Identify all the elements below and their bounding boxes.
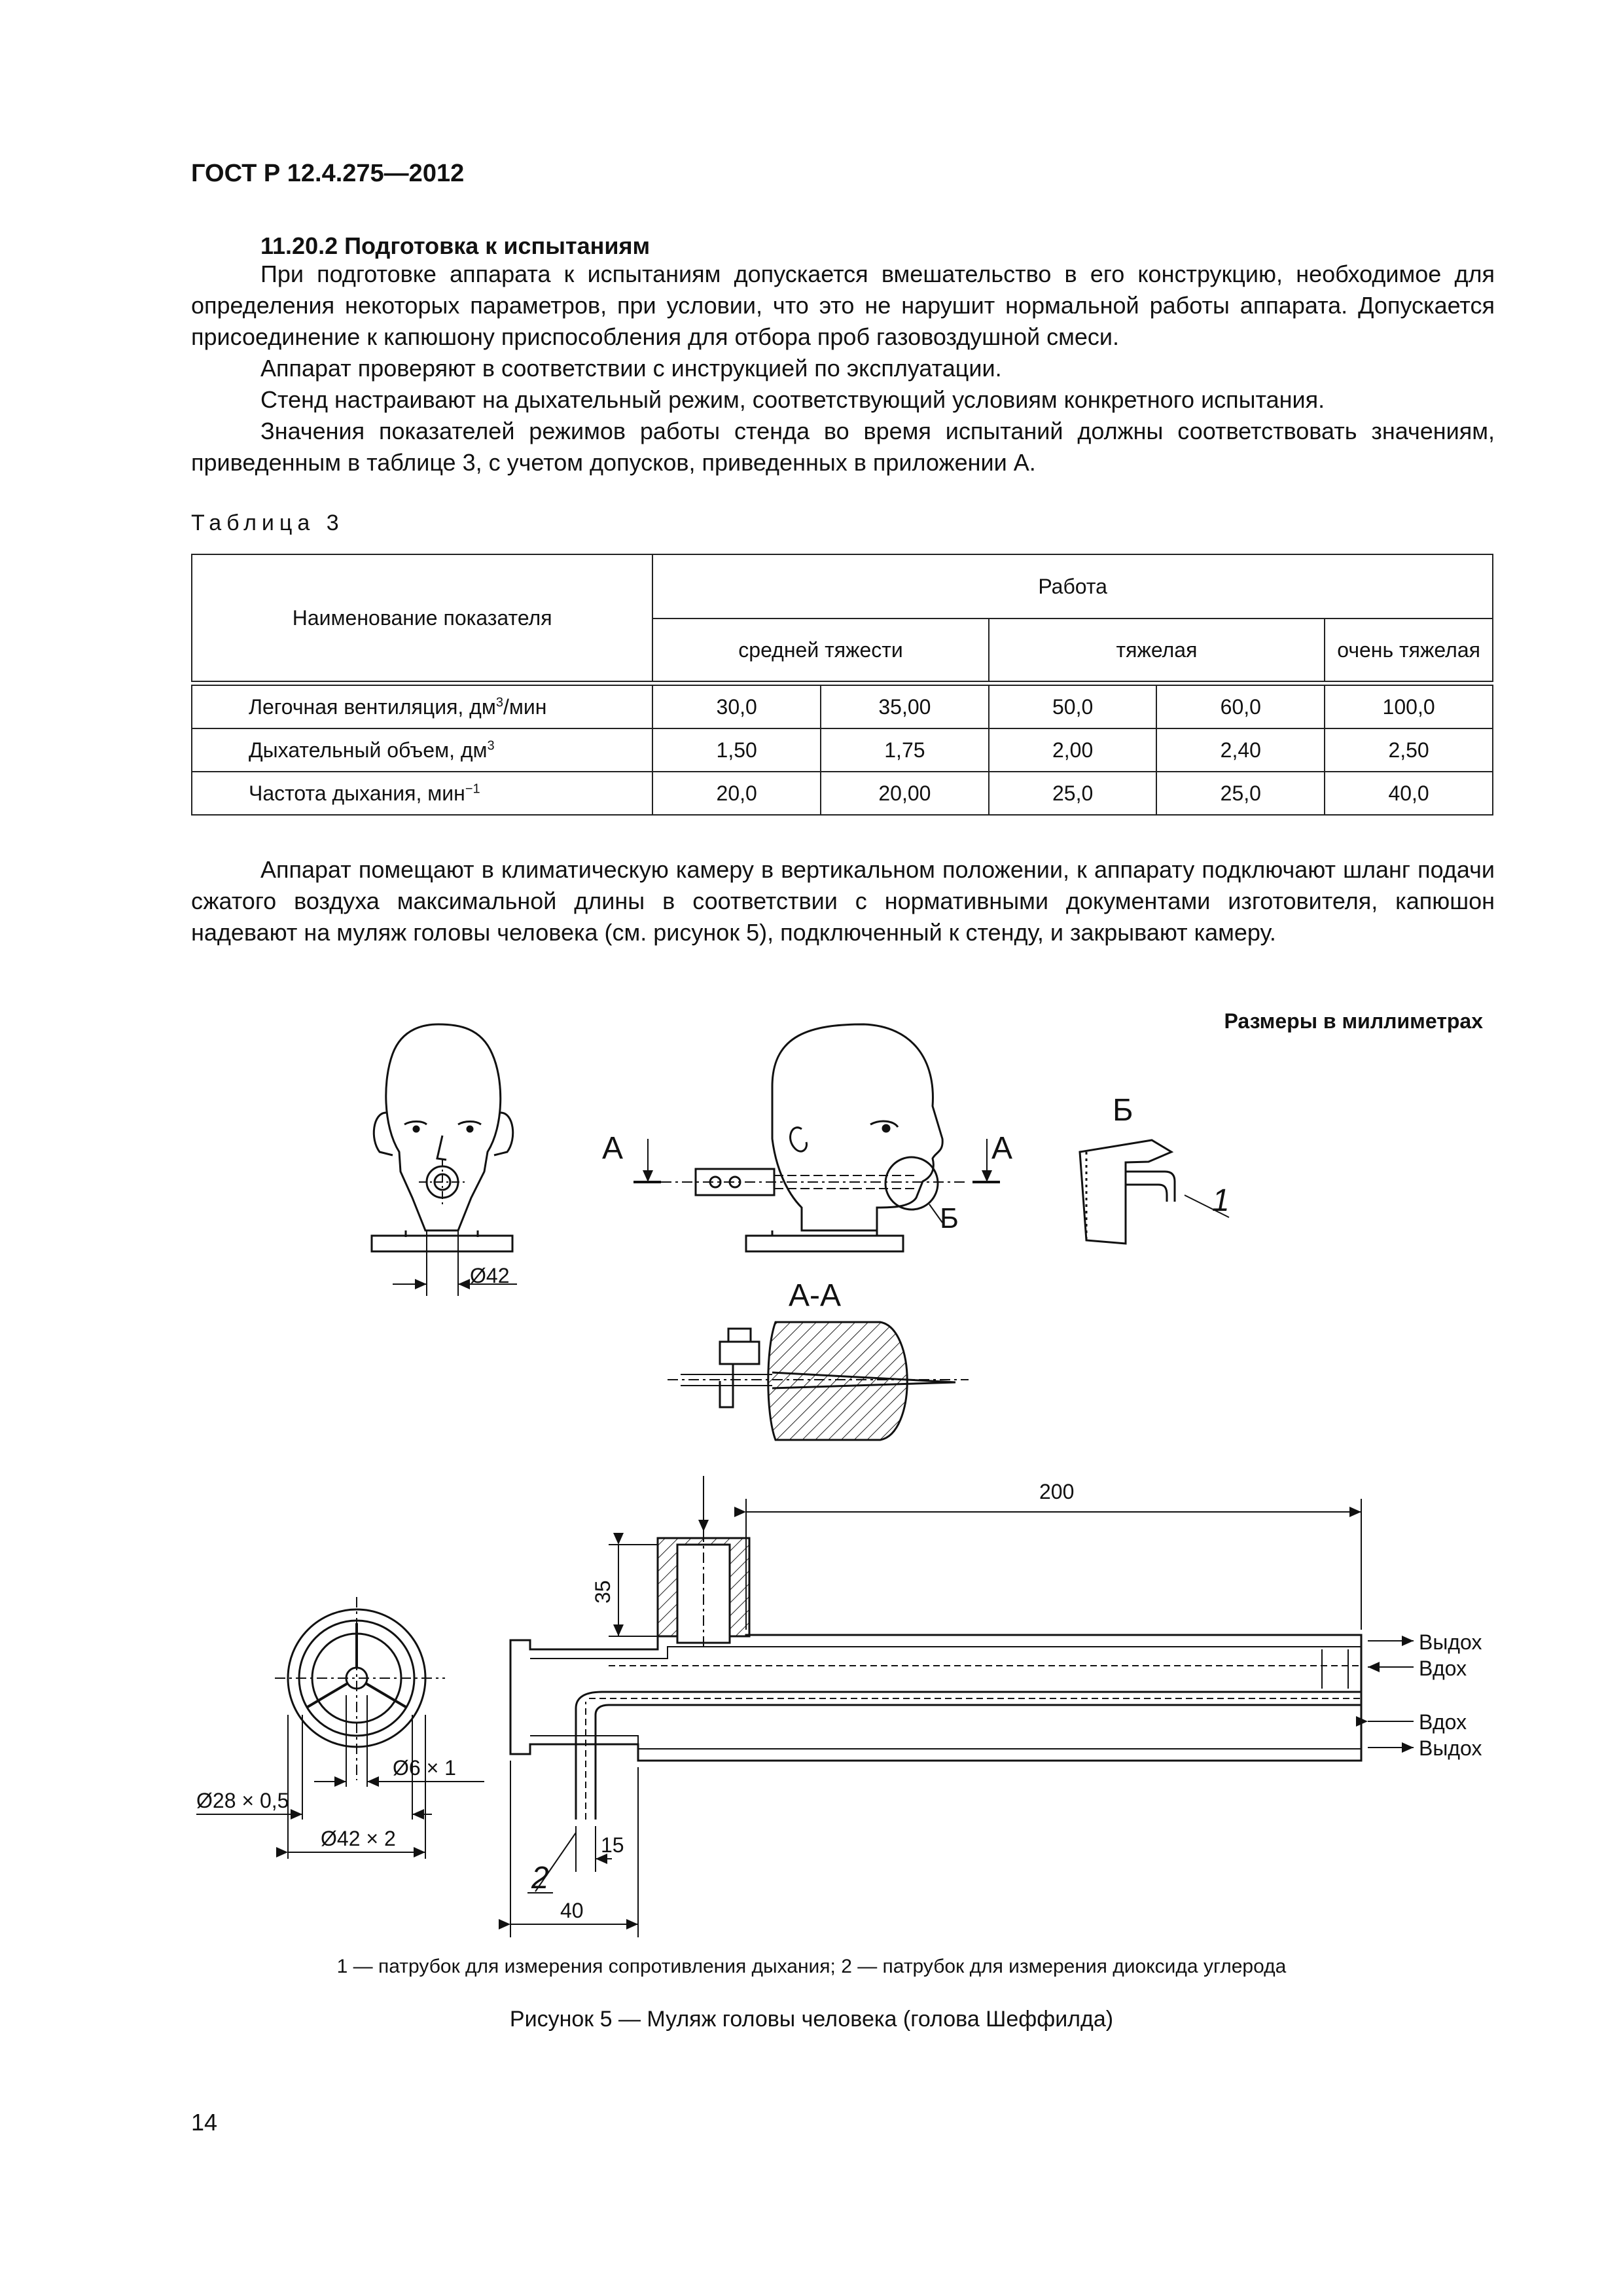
cell: 2,40 bbox=[1156, 728, 1325, 772]
cell: 20,00 bbox=[821, 772, 989, 815]
label-d28: Ø28 × 0,5 bbox=[196, 1789, 289, 1812]
figure-caption: Рисунок 5 — Муляж головы человека (голова Шеффилда) bbox=[509, 2007, 1114, 2032]
label-dim-40: 40 bbox=[560, 1899, 584, 1922]
label-part-1: 1 bbox=[1212, 1183, 1230, 1218]
page-number: 14 bbox=[191, 2109, 218, 2136]
cell: 2,50 bbox=[1325, 728, 1493, 772]
paragraph: При подготовке аппарата к испытаниям допускается вмешательство в его конструкцию, необходимое для определения некоторых параметров, при условии, что это не нарушит нормальной работы аппарата. Допускается присоединение к капюшону приспособления для отбора проб газовоздушной смеси. bbox=[191, 260, 1495, 350]
label-d6: Ø6 × 1 bbox=[393, 1756, 456, 1780]
cell: 60,0 bbox=[1156, 685, 1325, 728]
label-d42x2: Ø42 × 2 bbox=[321, 1827, 396, 1850]
label-dim-200: 200 bbox=[1039, 1480, 1075, 1503]
paragraph: Значения показателей режимов работы стенда во время испытаний должны соответствовать значениям, приведенным в таблице 3, с учетом допусков, приведенных в приложении А. bbox=[191, 418, 1495, 476]
label-section-a-left: А bbox=[602, 1131, 624, 1166]
paragraph: Аппарат проверяют в соответствии с инструкцией по эксплуатации. bbox=[260, 355, 1002, 382]
end-view bbox=[196, 1597, 484, 1859]
label-dim-15: 15 bbox=[601, 1833, 624, 1857]
row-name: Частота дыхания, мин$^{-1}$ bbox=[192, 772, 652, 815]
label-section-a-right: А bbox=[991, 1131, 1013, 1166]
label-b-title: Б bbox=[1113, 1093, 1133, 1128]
header-work: Работа bbox=[652, 554, 1493, 619]
cell: 2,00 bbox=[989, 728, 1157, 772]
head-front-view bbox=[372, 1024, 517, 1296]
subheader-very-heavy: очень тяжелая bbox=[1325, 619, 1493, 681]
row-name: Легочная вентиляция, $дм^3$/мин bbox=[192, 685, 652, 728]
cell: 20,0 bbox=[652, 772, 821, 815]
figure-legend: 1 — патрубок для измерения сопротивления дыхания; 2 — патрубок для измерения диоксида углерода bbox=[336, 1956, 1287, 1977]
detail-b-view bbox=[1080, 1140, 1229, 1244]
label-d42: Ø42 bbox=[470, 1264, 510, 1287]
label-inhale-1: Вдох bbox=[1419, 1657, 1467, 1680]
cell: 1,75 bbox=[821, 728, 989, 772]
cell: 30,0 bbox=[652, 685, 821, 728]
cell: 25,0 bbox=[1156, 772, 1325, 815]
header-indicator-name: Наименование показателя bbox=[192, 554, 652, 681]
subheader-heavy: тяжелая bbox=[989, 619, 1325, 681]
cell: 50,0 bbox=[989, 685, 1157, 728]
document-code: ГОСТ Р 12.4.275—2012 bbox=[191, 160, 465, 187]
row-name: Дыхательный объем, $дм^3$ bbox=[192, 728, 652, 772]
label-exhale-2: Выдох bbox=[1419, 1736, 1482, 1760]
cell: 25,0 bbox=[989, 772, 1157, 815]
cell: 40,0 bbox=[1325, 772, 1493, 815]
cell: 100,0 bbox=[1325, 685, 1493, 728]
section-aa-view bbox=[668, 1322, 969, 1440]
subheader-medium: средней тяжести bbox=[652, 619, 988, 681]
cell: 35,00 bbox=[821, 685, 989, 728]
label-exhale-1: Выдох bbox=[1419, 1630, 1482, 1654]
tube-side-view bbox=[510, 1476, 1414, 1937]
label-section-aa: А-А bbox=[789, 1278, 842, 1313]
paragraph: Стенд настраивают на дыхательный режим, соответствующий условиям конкретного испытания. bbox=[260, 386, 1325, 413]
label-dim-35: 35 bbox=[591, 1580, 615, 1604]
label-b-mark: Б bbox=[940, 1202, 959, 1234]
table-caption: Таблица 3 bbox=[191, 511, 344, 535]
section-title: 11.20.2 Подготовка к испытаниям bbox=[260, 232, 651, 259]
label-inhale-2: Вдох bbox=[1419, 1710, 1467, 1734]
dimensions-note: Размеры в миллиметрах bbox=[1224, 1009, 1483, 1033]
paragraph: Аппарат помещают в климатическую камеру в вертикальном положении, к аппарату подключают шланг подачи сжатого воздуха максимальной длины в соответствии с нормативными документами изготовителя, капюшон надевают на муляж головы человека (см. рисунок 5), подключенный к стенду, и закрывают камеру. bbox=[191, 856, 1495, 946]
label-part-2: 2 bbox=[531, 1861, 549, 1895]
cell: 1,50 bbox=[652, 728, 821, 772]
